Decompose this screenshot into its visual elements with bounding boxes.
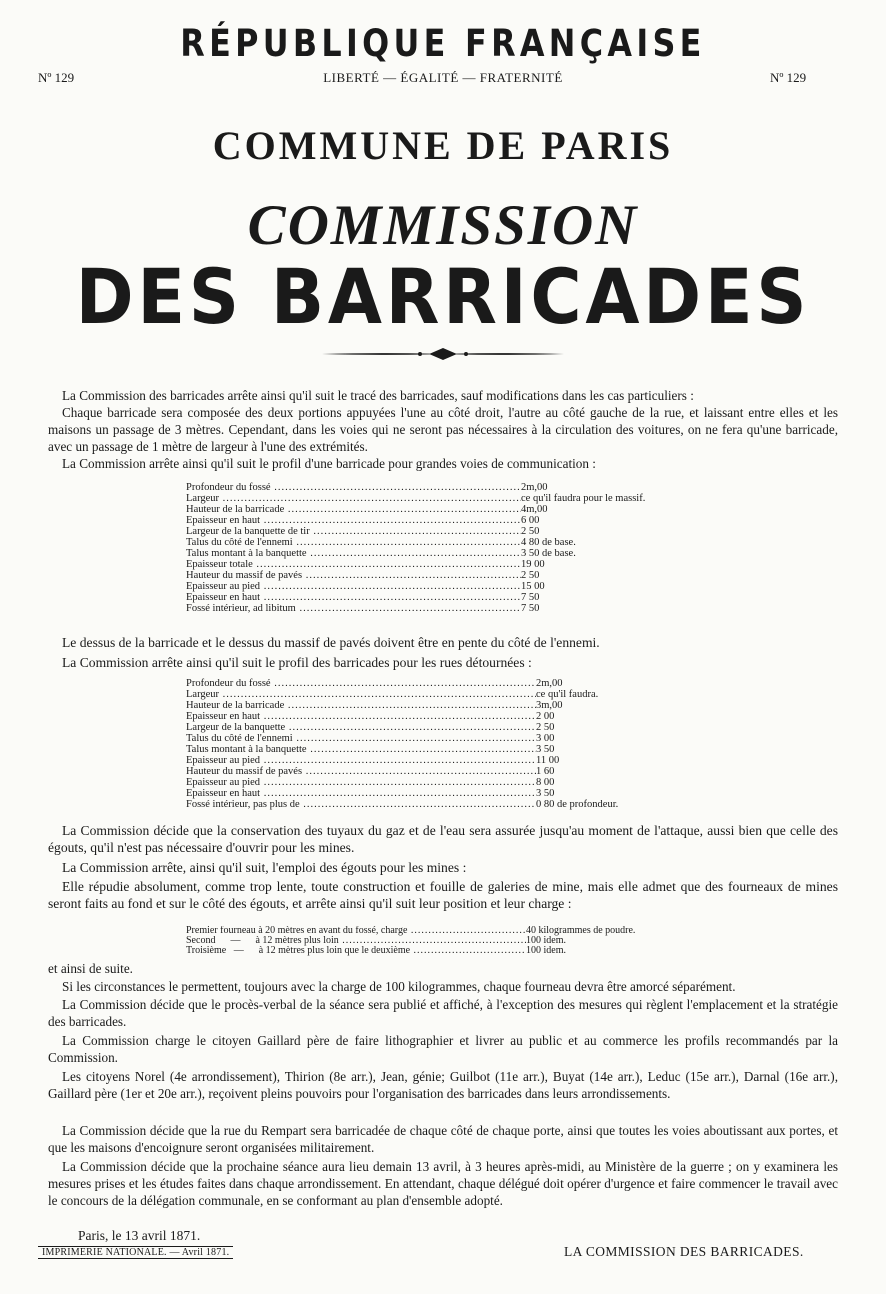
profile-minor-table [186, 678, 706, 810]
spec-value: ce qu'il faudra pour le massif. [521, 493, 646, 504]
spec-label: Hauteur de la barricade ..... [186, 700, 536, 711]
spec-row [186, 766, 706, 777]
spec-row [186, 548, 686, 559]
spec-row [186, 733, 706, 744]
spec-value: 6 00 [521, 515, 540, 526]
spec-value: 0 80 de profondeur. [536, 799, 619, 810]
spec-value: 2 50 [521, 526, 540, 537]
spec-label: Largeur ..... [186, 689, 536, 700]
number-right: Nº 129 [770, 70, 807, 85]
mines-paragraph: Elle répudie absolument, comme trop lente, toute construction et fouille de galeries de mine, mais elle admet que des fourneaux de mines seront faits au fond et sur le côté des égouts, et arrête ainsi qu'il suit leur position et leur charge : [48, 879, 838, 911]
spec-label: Talus montant à la banquette ..... [186, 548, 521, 559]
motto: LIBERTÉ — ÉGALITÉ — FRATERNITÉ [323, 70, 563, 85]
spec-row [186, 537, 686, 548]
spec-row [186, 777, 706, 788]
spec-label: Epaisseur totale ..... [186, 559, 521, 570]
spec-label: Epaisseur au pied ..... [186, 777, 536, 788]
intro-paragraph-1: La Commission des barricades arrête ainsi qu'il suit le tracé des barricades, sauf modifications dans les cas particuliers : [62, 388, 694, 403]
spec-row [186, 526, 686, 537]
furnace-value: 100 idem. [526, 945, 566, 956]
spec-label: Talus du côté de l'ennemi ..... [186, 733, 536, 744]
spec-label: Epaisseur en haut ..... [186, 515, 521, 526]
spec-value: 2 00 [536, 711, 555, 722]
spec-row [186, 603, 686, 614]
furnace-row [186, 926, 746, 936]
profile-major-table [186, 482, 686, 614]
and-so-on: et ainsi de suite. [48, 961, 133, 976]
spec-value: 4m,00 [521, 504, 548, 515]
spec-value: 3 50 [536, 744, 555, 755]
spec-value: 3 00 [536, 733, 555, 744]
spec-row [186, 711, 706, 722]
spec-value: 3 50 de base. [521, 548, 576, 559]
spec-value: 11 00 [536, 755, 560, 766]
furnace-label: Troisième — à 12 mètres plus loin que le deuxième ..... [186, 946, 526, 956]
spec-label: Profondeur du fossé ..... [186, 678, 536, 689]
spec-label: Hauteur du massif de pavés ..... [186, 570, 521, 581]
spec-value: 15 00 [521, 581, 545, 592]
spec-value: 3 50 [536, 788, 555, 799]
signature: LA COMMISSION DES BARRICADES. [564, 1244, 804, 1259]
spec-label: Hauteur de la barricade ..... [186, 504, 521, 515]
charge-paragraph: Si les circonstances le permettent, toujours avec la charge de 100 kilogrammes, chaque fourneau devra être amorcé séparément. [62, 979, 736, 994]
spec-value: 1 60 [536, 766, 555, 777]
spec-label: Epaisseur au pied ..... [186, 755, 536, 766]
spec-label: Epaisseur en haut ..... [186, 788, 536, 799]
spec-row [186, 504, 686, 515]
date-line: Paris, le 13 avril 1871. [78, 1228, 201, 1243]
gaillard-paragraph: La Commission charge le citoyen Gaillard père de faire lithographier et livrer au public et au commerce les profils recommandés par la Commission. [48, 1033, 838, 1065]
spec-value: 19 00 [521, 559, 545, 570]
imprint: IMPRIMERIE NATIONALE. — Avril 1871. [38, 1246, 233, 1259]
spec-row [186, 689, 706, 700]
spec-label: Fossé intérieur, ad libitum ..... [186, 603, 521, 614]
citizens-paragraph: Les citoyens Norel (4e arrondissement), Thirion (8e arr.), Jean, génie; Guilbot (11e arr.), Buyat (14e arr.), Leduc (15e arr.), Darnal (16e arr.), Gaillard père (1er et 20e arr.), reçoivent pleins pouvoirs pour l'organisation des barricades dans leurs arrondissements. [48, 1069, 838, 1101]
spec-row [186, 788, 706, 799]
spec-row [186, 570, 686, 581]
spec-row [186, 799, 706, 810]
sewers-paragraph: La Commission arrête, ainsi qu'il suit, l'emploi des égouts pour les mines : [62, 860, 467, 875]
spec-value: 3m,00 [536, 700, 563, 711]
spec-row [186, 744, 706, 755]
gas-water-paragraph: La Commission décide que la conservation des tuyaux du gaz et de l'eau sera assurée jusqu'au moment de l'attaque, aussi bien que celle des égouts, qu'il n'est pas nécessaire d'ouvrir pour les mines. [48, 823, 838, 855]
spec-value: 7 50 [521, 592, 540, 603]
spec-label: Epaisseur au pied ..... [186, 581, 521, 592]
spec-row [186, 592, 686, 603]
commission-heading: COMMISSION [247, 194, 639, 257]
intro-paragraph-2: Chaque barricade sera composée des deux portions appuyées l'une au côté droit, l'autre au côté gauche de la rue, et laissant entre elles et les maisons un passage de 3 mètres. Cependant, dans les voies qui ne seront pas nécessaires à la circulation des voitures, on ne fera qu'une barricade, avec un passage de 1 mètre de largeur à l'une des extrémités. [48, 405, 838, 454]
spec-row [186, 493, 686, 504]
spec-label: Hauteur du massif de pavés ..... [186, 766, 536, 777]
spec-label: Talus montant à la banquette ..... [186, 744, 536, 755]
republic-heading: RÉPUBLIQUE FRANÇAISE [180, 22, 706, 65]
spec-label: Largeur ..... [186, 493, 521, 504]
spec-row [186, 482, 686, 493]
minor-roads-paragraph: La Commission arrête ainsi qu'il suit le profil des barricades pour les rues détournées : [62, 655, 532, 670]
spec-value: 2m,00 [536, 678, 563, 689]
spec-value: 7 50 [521, 603, 540, 614]
spec-label: Epaisseur en haut ..... [186, 592, 521, 603]
ornament-divider-icon [320, 347, 566, 361]
number-left: Nº 129 [38, 70, 75, 85]
intro-paragraph-3: La Commission arrête ainsi qu'il suit le profil d'une barricade pour grandes voies de communication : [62, 456, 596, 471]
spec-row [186, 700, 706, 711]
spec-value: 2 50 [521, 570, 540, 581]
spec-value: ce qu'il faudra. [536, 689, 599, 700]
spec-row [186, 581, 686, 592]
spec-row [186, 559, 686, 570]
furnace-row [186, 936, 746, 946]
spec-value: 2m,00 [521, 482, 548, 493]
spec-row [186, 722, 706, 733]
spec-row [186, 678, 706, 689]
barricades-heading: DES BARRICADES [75, 252, 811, 341]
furnace-value: 40 kilogrammes de poudre. [526, 925, 636, 936]
spec-row [186, 755, 706, 766]
furnace-table [186, 926, 746, 956]
furnace-label: Premier fourneau à 20 mètres en avant du fossé, charge ..... [186, 926, 526, 936]
slope-paragraph: Le dessus de la barricade et le dessus du massif de pavés doivent être en pente du côté de l'ennemi. [62, 635, 600, 650]
spec-label: Talus du côté de l'ennemi ..... [186, 537, 521, 548]
spec-value: 2 50 [536, 722, 555, 733]
furnace-row [186, 946, 746, 956]
spec-value: 8 00 [536, 777, 555, 788]
spec-label: Fossé intérieur, pas plus de ..... [186, 799, 536, 810]
next-session-paragraph: La Commission décide que la prochaine séance aura lieu demain 13 avril, à 3 heures après-midi, au Ministère de la guerre ; on y examinera les mesures prises et les études faites dans chaque arrondissement. En attendant, chaque délégué doit opérer d'urgence et faire commencer le travail avec le concours de la délégation communale, en se conformant au plan d'ensemble adopté. [48, 1159, 838, 1208]
rempart-paragraph: La Commission décide que la rue du Rempart sera barricadée de chaque côté de chaque porte, ainsi que toutes les voies aboutissant aux portes, et que les maisons d'encoignure seront organisées militairement. [48, 1123, 838, 1155]
minutes-paragraph: La Commission décide que le procès-verbal de la séance sera publié et affiché, à l'exception des mesures qui règlent l'emplacement et la stratégie des barricades. [48, 997, 838, 1029]
commune-heading: COMMUNE DE PARIS [212, 123, 674, 168]
spec-label: Largeur de la banquette de tir ..... [186, 526, 521, 537]
spec-value: 4 80 de base. [521, 537, 576, 548]
spec-row [186, 515, 686, 526]
spec-label: Profondeur du fossé ..... [186, 482, 521, 493]
spec-label: Largeur de la banquette ..... [186, 722, 536, 733]
furnace-value: 100 idem. [526, 935, 566, 946]
spec-label: Epaisseur en haut ..... [186, 711, 536, 722]
furnace-label: Second — à 12 mètres plus loin ..... [186, 936, 526, 946]
